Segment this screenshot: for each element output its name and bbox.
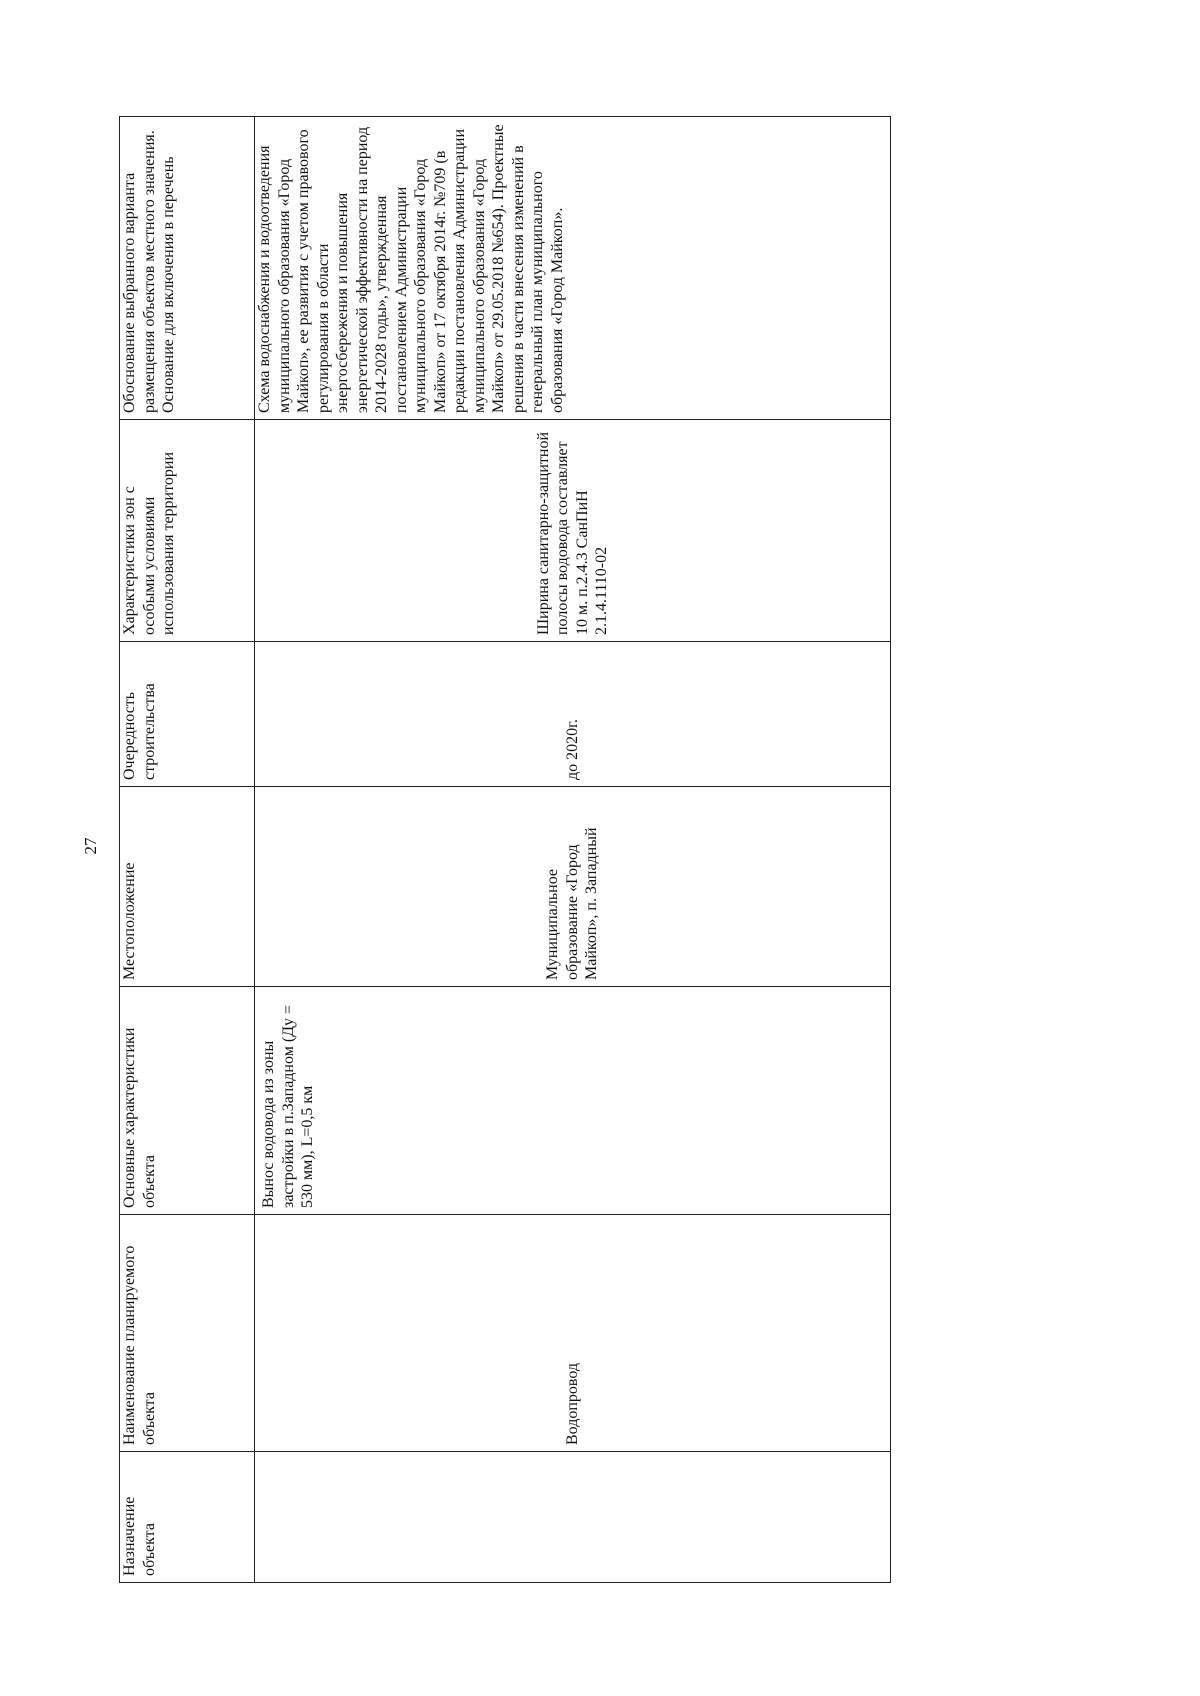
header-zones: Характеристики зон с особыми условиями использования территории (120, 420, 255, 642)
cell-characteristics (255, 987, 891, 1215)
cell-object-name: Водопровод (255, 1215, 891, 1452)
header-characteristics: Основные характеристики объекта (120, 987, 255, 1215)
cell-construction-stage: до 2020г. (255, 642, 891, 787)
cell-location: Муниципальное образование «Город Майкоп», п. Западный (255, 787, 891, 987)
rotated-table-container (119, 117, 891, 1583)
table-row (255, 117, 891, 1583)
justification-text: Схема водоснабжения и водоотведения муниципального образования «Город Майкоп», ее развития с учетом правового регулирования в области энергосбережения и повышения энергетической эффективности на период 2014-2028 годы», утвержденная постановлением Администрации муниципального образования «Город Майкоп» от 17 октября 2014г. №709 (в редакции постановления Администрации муниципального образования «Город Майкоп» от 29.05.2018 №654). Проектные решения в части внесения изменений в генеральный план муниципального образования «Город Майкоп». (256, 124, 566, 413)
cell-justification (255, 117, 891, 420)
table-header-row (120, 117, 255, 1583)
planned-objects-table (119, 116, 891, 1583)
header-object-name: Наименование планируемого объекта (120, 1215, 255, 1452)
characteristics-text: Вынос водовода из зоны застройки в п.Западном (Ду = 530 мм), L=0,5 км (260, 1004, 316, 1208)
header-location: Местоположение (120, 787, 255, 987)
rotated-table-inner (119, 117, 891, 1583)
header-construction-stage: Очередность строительства (120, 642, 255, 787)
cell-purpose (255, 1452, 891, 1583)
page-number: 27 (81, 837, 100, 855)
header-purpose: Назначение объекта (120, 1452, 255, 1583)
cell-zones: Ширина санитарно-защитной полосы водовода составляет 10 м. п.2.4.3 СанПиН 2.1.4.1110-02 (255, 420, 891, 642)
header-justification: Обоснование выбранного варианта размещения объектов местного значения. Основание для включения в перечень (120, 117, 255, 420)
